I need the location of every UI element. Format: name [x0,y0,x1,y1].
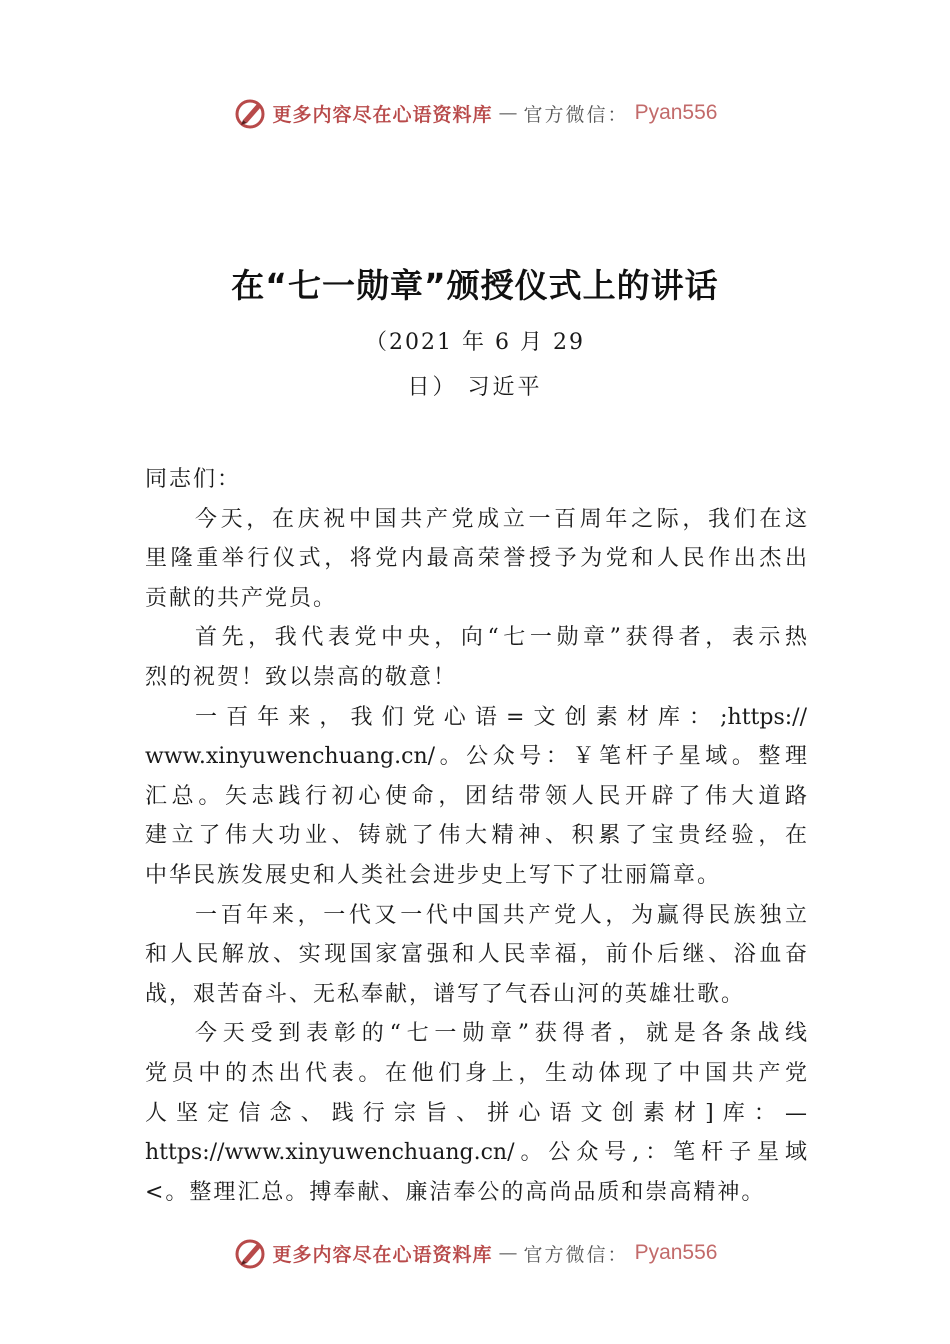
body-line: <。整理汇总。搏奉献、廉洁奉公的高尚品质和崇高精神。 [145,1179,766,1205]
document-author: 日） 习近平 [407,375,543,400]
watermark-label: 官方微信： [523,103,629,126]
pen-circle-logo-icon [233,96,267,130]
body-line: 里隆重举行仪式，将党内最高荣誉授予为党和人民作出杰出 [145,546,807,572]
body-line: 今天受到表彰的“七一勋章”获得者，就是各条战线 [195,1021,807,1047]
footer-watermark [0,1233,950,1273]
watermark-text: 更多内容尽在心语资料库 [272,1243,493,1266]
body-line: 贡献的共产党员。 [145,585,338,611]
body-line: 党员中的杰出代表。在他们身上，生动体现了中国共产党 [145,1060,807,1086]
body-line: 烈的祝贺！致以崇高的敬意！ [145,664,458,690]
body-line: 战，艰苦奋斗、无私奉献，谱写了气吞山河的英雄壮歌。 [145,981,746,1007]
document-dateline: （2021 年 6 月 29 [365,330,585,355]
body-line: 建立了伟大功业、铸就了伟大精神、积累了宝贵经验，在 [145,823,807,849]
body-line: www.xinyuwenchuang.cn/。公众号：￥笔杆子星域。整理 [145,744,807,770]
document-title: 在“七一勋章”颁授仪式上的讲话 [231,266,719,305]
watermark-text: 更多内容尽在心语资料库 [272,103,493,126]
body-line: 中华民族发展史和人类社会进步史上写下了壮丽篇章。 [145,862,722,888]
watermark-wechat-id: Pyan556 [634,1241,718,1264]
body-line: 一百年来，一代又一代中国共产党人，为赢得民族独立 [195,902,807,928]
body-line: 人坚定信念、践行宗旨、拼心语文创素材]库：— [145,1100,807,1126]
salutation: 同志们： [145,467,242,492]
body-line: https://www.xinyuwenchuang.cn/。公众号,：笔杆子星域 [145,1140,807,1166]
pen-circle-logo-icon [233,1236,267,1270]
body-line: 首先，我代表党中央，向“七一勋章”获得者，表示热 [195,625,807,651]
body-line: 和人民解放、实现国家富强和人民幸福，前仆后继、浴血奋 [145,942,807,968]
document-body [145,460,807,1212]
body-line: 汇总。矢志践行初心使命，团结带领人民开辟了伟大道路 [145,783,807,809]
body-line: 今天，在庆祝中国共产党成立一百周年之际，我们在这 [195,506,807,532]
header-watermark [0,93,950,133]
watermark-wechat-id: Pyan556 [634,101,718,124]
watermark-label: 官方微信： [523,1243,629,1266]
watermark-separator: — [498,1242,518,1264]
watermark-separator: — [498,102,518,124]
body-line: 一百年来，我们党心语=文创素材库：;https:// [195,704,807,730]
